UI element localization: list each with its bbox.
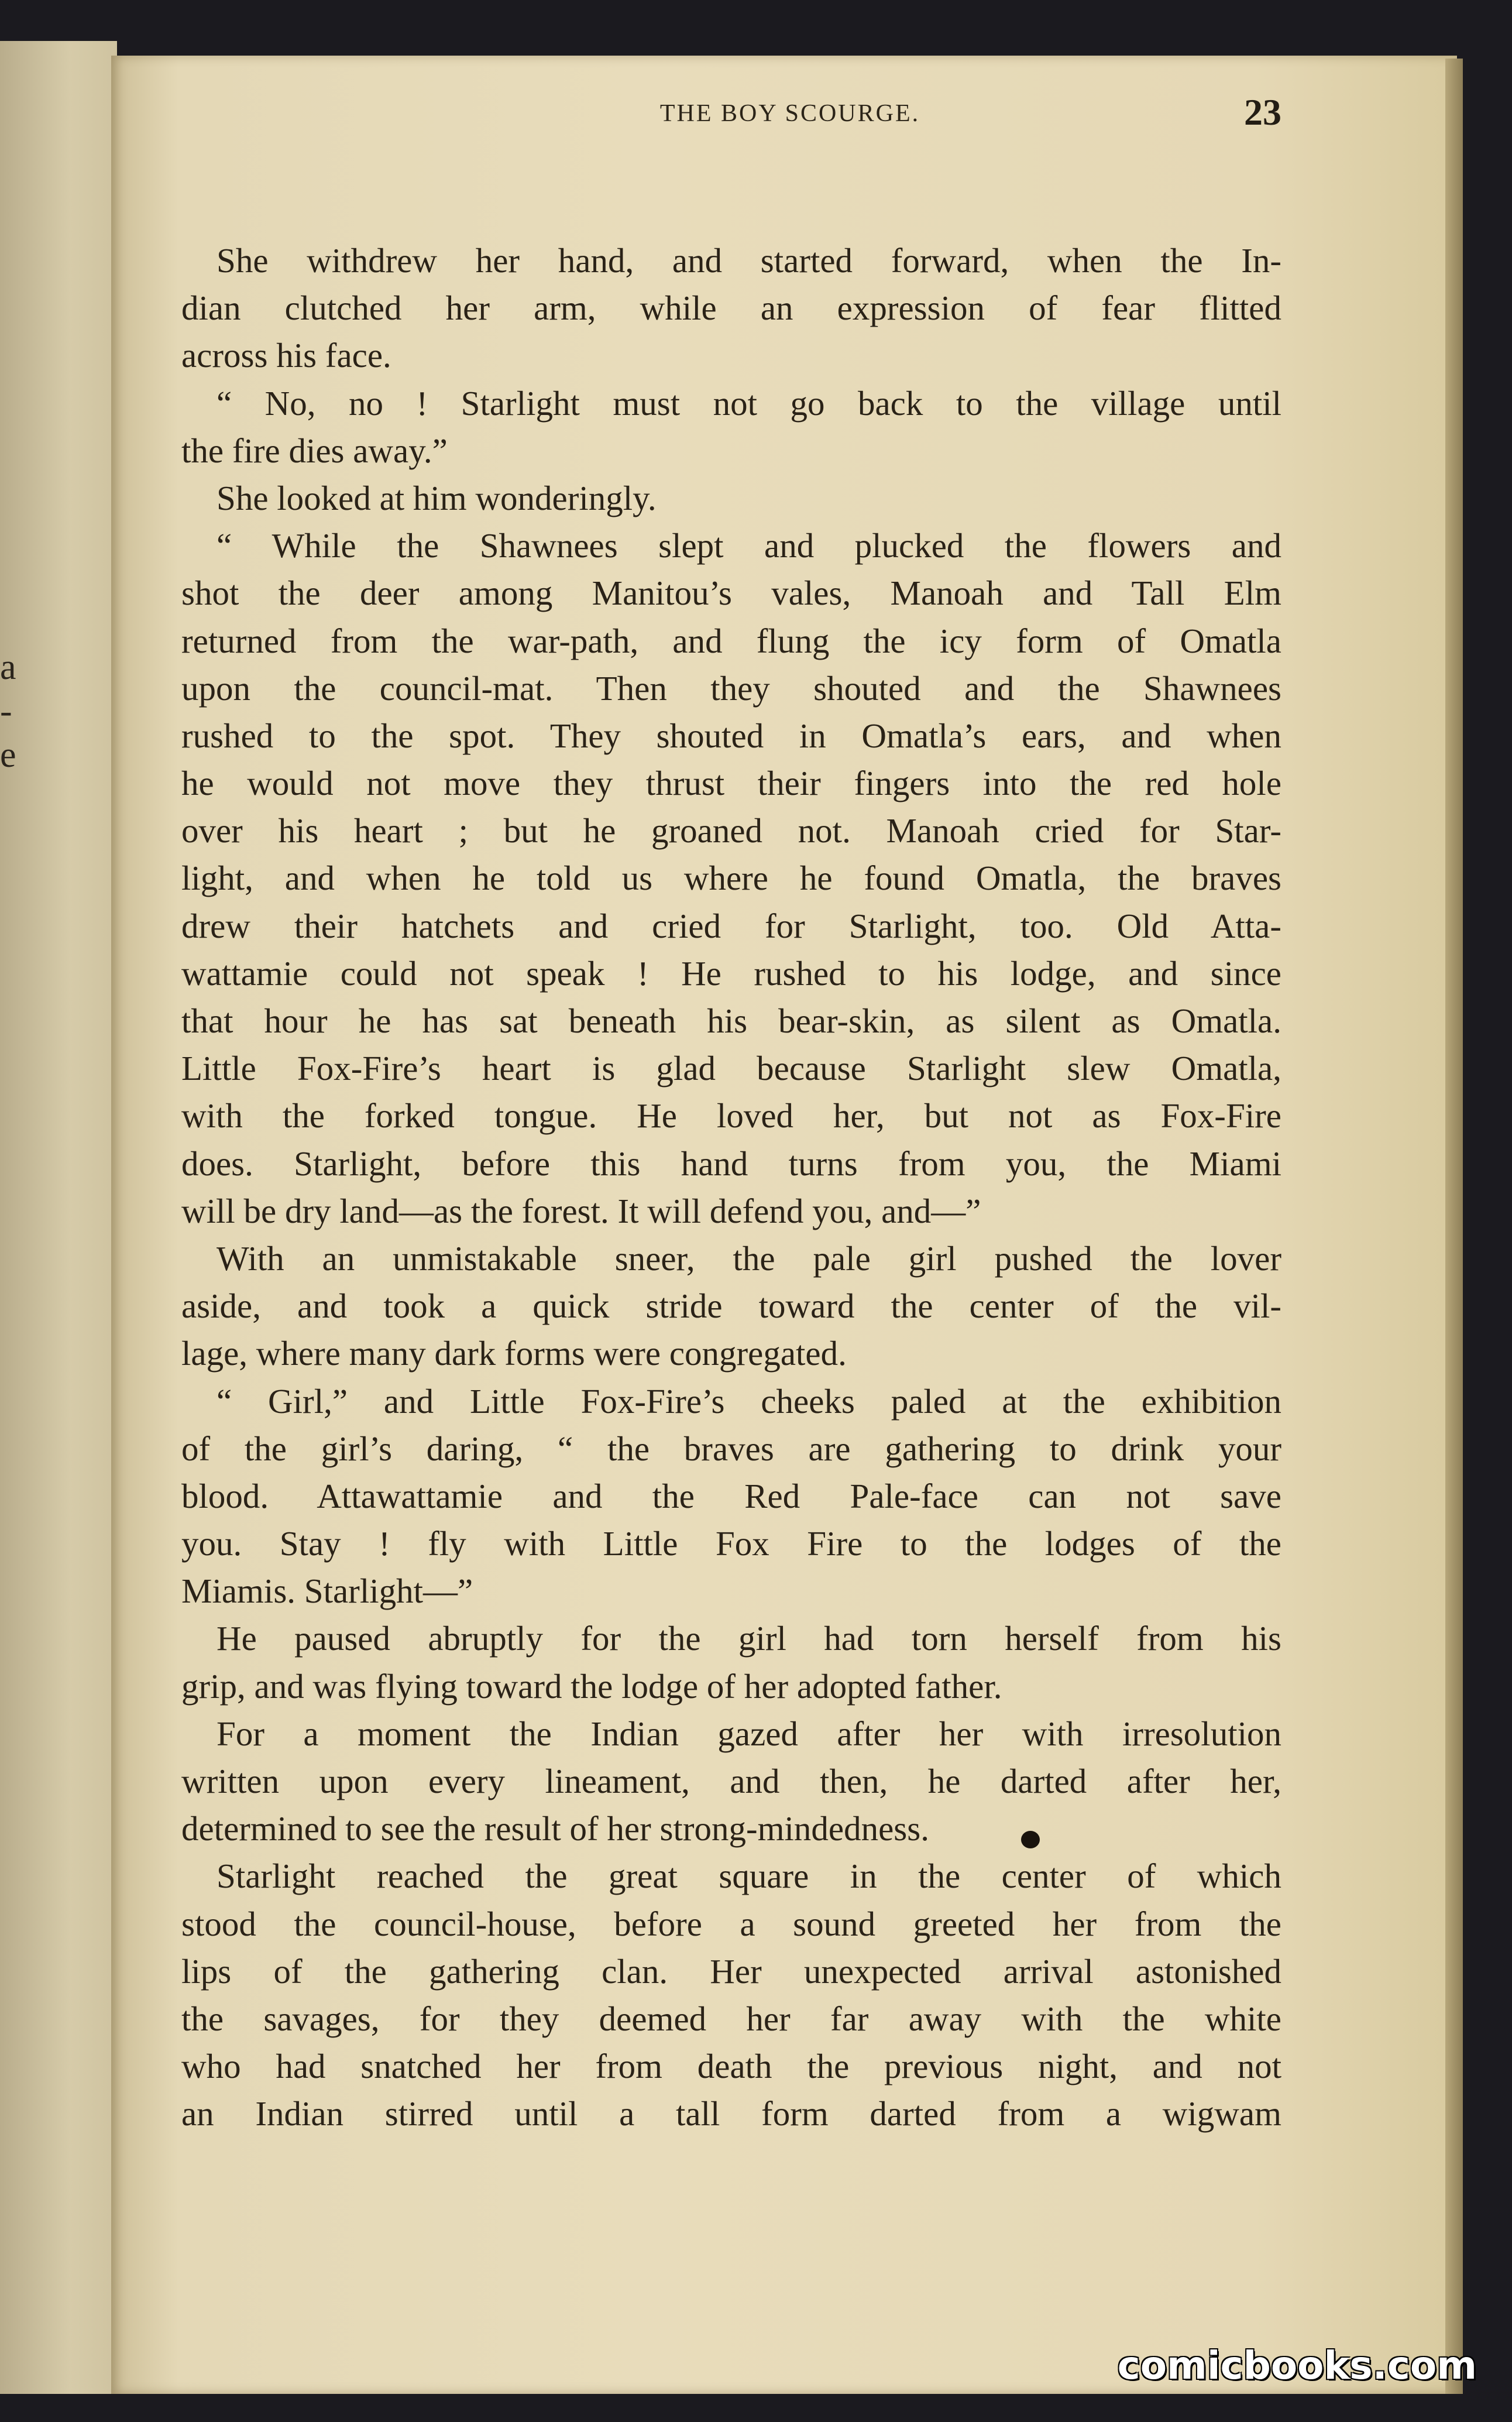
text-line: determined to see the result of her strong-mindedness. [181,1809,929,1848]
text-line: aside, and took a quick stride toward the center of the vil- [181,1287,1281,1326]
text-line: With an unmistakable sneer, the pale girl pushed the lover [217,1239,1281,1278]
margin-glyph: e [0,735,16,775]
text-line: over his heart ; but he groaned not. Manoah cried for Star- [181,811,1281,850]
text-line: who had snatched her from death the previous night, and not [181,2047,1281,2086]
text-line: Starlight reached the great square in the center of which [217,1857,1281,1896]
text-line: Miamis. Starlight—” [181,1572,473,1611]
text-line: does. Starlight, before this hand turns from you, the Miami [181,1144,1281,1183]
text-line: She withdrew her hand, and started forward, when the In- [217,241,1281,280]
text-line: an Indian stirred until a tall form darted from a wigwam [181,2094,1281,2133]
text-line: He paused abruptly for the girl had torn herself from his [217,1619,1281,1658]
text-line: “ No, no ! Starlight must not go back to the village until [217,383,1281,423]
ink-blot [1021,1831,1040,1848]
text-line: rushed to the spot. They shouted in Omatla’s ears, and when [181,716,1281,755]
text-line: blood. Attawattamie and the Red Pale-face can not save [181,1476,1281,1515]
text-line: with the forked tongue. He loved her, but not as Fox-Fire [181,1096,1281,1135]
text-line: written upon every lineament, and then, he darted after her, [181,1762,1281,1800]
margin-glyph: a [0,647,16,687]
text-line: She looked at him wonderingly. [217,478,657,517]
text-line: lips of the gathering clan. Her unexpected arrival astonished [181,1951,1281,1991]
page-edge [1445,59,1463,2394]
facing-page-edge [0,41,117,2394]
text-line: drew their hatchets and cried for Starlight, too. Old Atta- [181,906,1281,945]
margin-glyph: - [0,691,12,731]
body-text [181,237,1281,2138]
text-line: lage, where many dark forms were congregated. [181,1334,847,1373]
text-line: “ While the Shawnees slept and plucked the flowers and [217,526,1281,565]
text-line: will be dry land—as the forest. It will defend you, and—” [181,1191,981,1230]
text-line: the fire dies away.” [181,431,448,470]
text-line: the savages, for they deemed her far away with the white [181,1999,1281,2038]
text-line: Little Fox-Fire’s heart is glad because Starlight slew Omatla, [181,1049,1281,1088]
text-line: returned from the war-path, and flung the icy form of Omatla [181,621,1281,660]
text-line: dian clutched her arm, while an expression of fear flitted [181,289,1281,328]
text-line: stood the council-house, before a sound greeted her from the [181,1904,1281,1943]
text-line: that hour he has sat beneath his bear-skin, as silent as Omatla. [181,1001,1281,1040]
text-line: he would not move they thrust their fingers into the red hole [181,764,1281,803]
running-head: THE BOY SCOURGE. [659,100,920,127]
text-line: across his face. [181,336,391,375]
text-line: upon the council-mat. Then they shouted and the Shawnees [181,668,1281,708]
text-line: wattamie could not speak ! He rushed to his lodge, and since [181,953,1281,993]
text-line: grip, and was flying toward the lodge of her adopted father. [181,1666,1002,1706]
text-line: light, and when he told us where he found Omatla, the braves [181,859,1281,898]
text-line: “ Girl,” and Little Fox-Fire’s cheeks paled at the exhibition [217,1381,1281,1421]
text-line: you. Stay ! fly with Little Fox Fire to the lodges of the [181,1524,1281,1563]
text-line: shot the deer among Manitou’s vales, Manoah and Tall Elm [181,574,1281,613]
page-number: 23 [1244,91,1281,133]
watermark: comicbooks.com [1117,2343,1477,2388]
text-line: of the girl’s daring, “ the braves are gathering to drink your [181,1429,1281,1468]
text-line: For a moment the Indian gazed after her with irresolution [217,1714,1281,1753]
